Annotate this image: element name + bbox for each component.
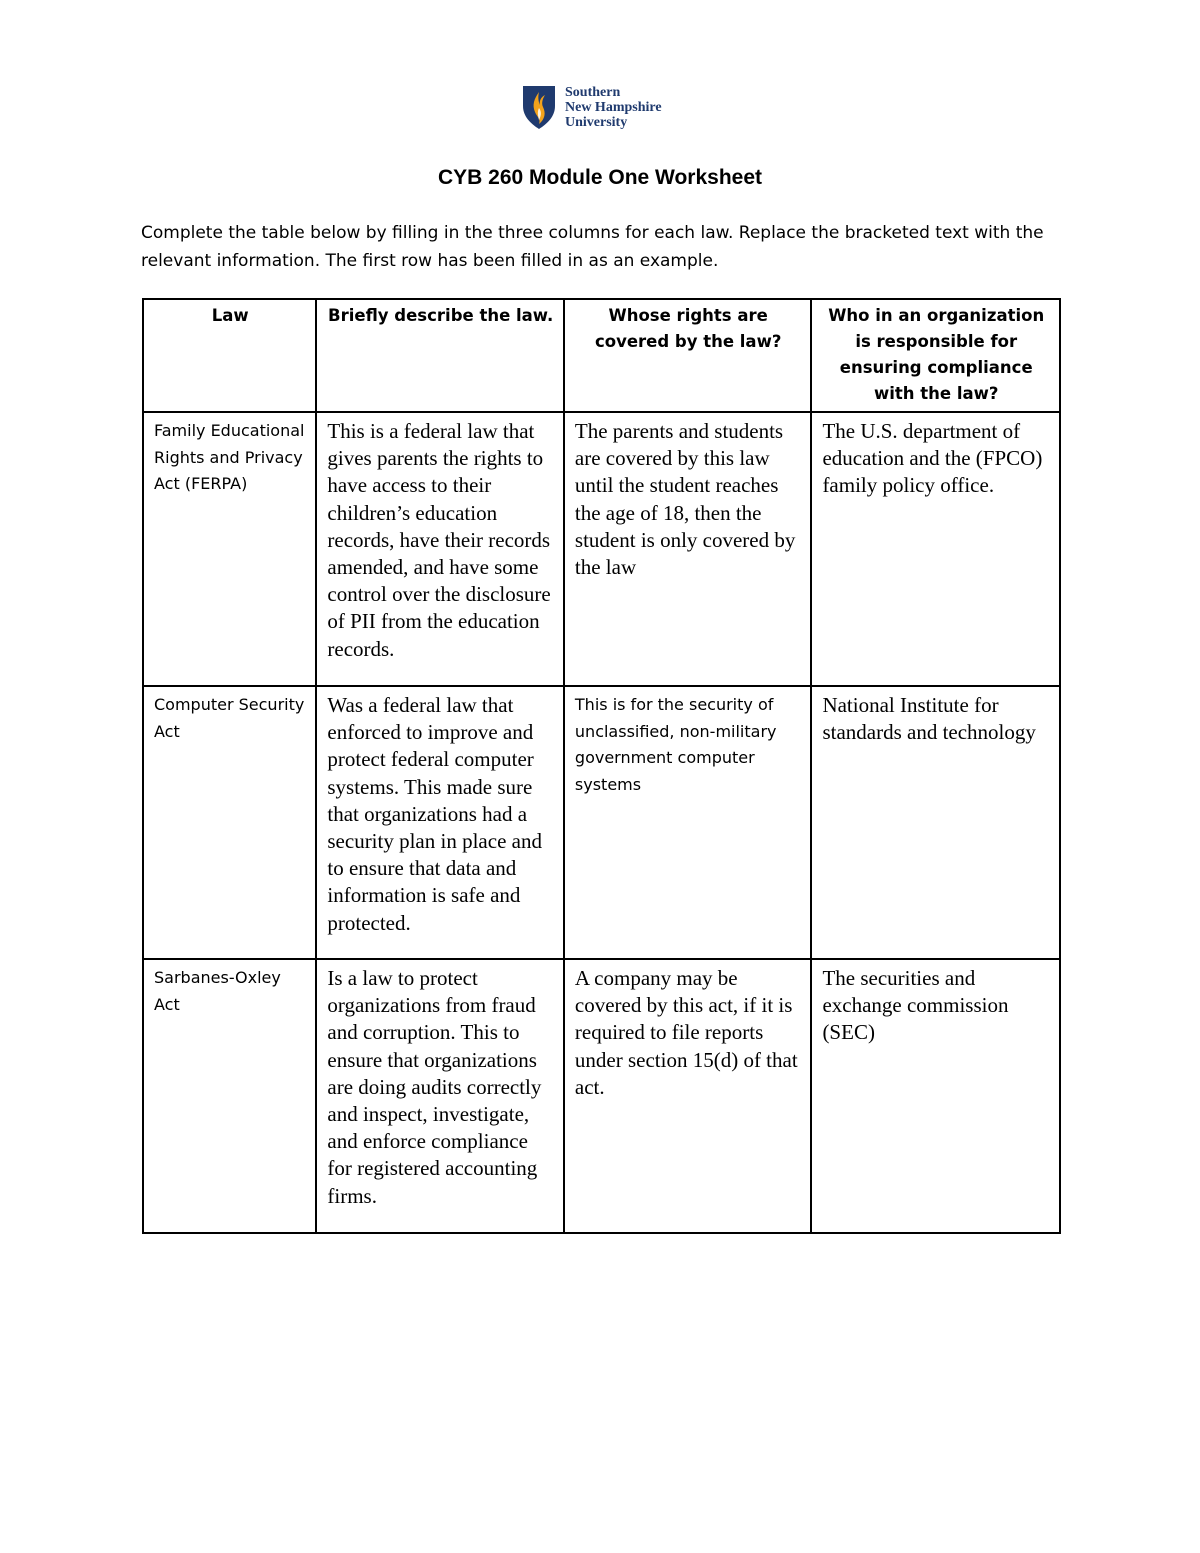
logo-wordmark (565, 85, 662, 130)
description-cell: Is a law to protect organizations from fraud and corruption. This to ensure that organizations are doing audits correctly and inspect, investigate, and enforce compliance for registered accounting firms. (316, 959, 564, 1233)
table-row (143, 412, 1060, 686)
responsible-cell: The U.S. department of education and the (FPCO) family policy office. (811, 412, 1060, 686)
law-name-cell: Computer Security Act (143, 686, 316, 959)
rights-cell: This is for the security of unclassified, non-military government computer systems (564, 686, 812, 959)
header-rights: Whose rights are covered by the law? (564, 299, 812, 412)
logo-line-2: New Hampshire (565, 99, 662, 115)
description-cell: This is a federal law that gives parents the rights to have access to their children’s education records, have their records amended, and have some control over the disclosure of PII from the education records. (316, 412, 564, 686)
instructions-paragraph: Complete the table below by filling in the three columns for each law. Replace the bracketed text with the relevant information. The first row has been filled in as an example. (141, 223, 1044, 271)
header-description: Briefly describe the law. (316, 299, 564, 412)
flame-shield-icon (521, 84, 557, 130)
table-row (143, 959, 1060, 1233)
rights-cell: The parents and students are covered by this law until the student reaches the age of 18, then the student is only covered by the law (564, 412, 812, 686)
header-law: Law (143, 299, 316, 412)
page-title: CYB 260 Module One Worksheet (437, 166, 763, 189)
header-responsible: Who in an organization is responsible for ensuring compliance with the law? (811, 299, 1060, 412)
logo-line-1: Southern (565, 84, 621, 100)
university-logo (521, 84, 662, 130)
law-name-cell: Sarbanes-Oxley Act (143, 959, 316, 1233)
laws-table (142, 298, 1061, 1234)
law-name-cell: Family Educational Rights and Privacy Act (FERPA) (143, 412, 316, 686)
description-cell: Was a federal law that enforced to improve and protect federal computer systems. This made sure that organizations had a security plan in place and to ensure that data and information is safe and protected. (316, 686, 564, 959)
table-header-row (143, 299, 1060, 412)
responsible-cell: The securities and exchange commission (SEC) (811, 959, 1060, 1233)
logo-line-3: University (565, 114, 628, 130)
responsible-cell: National Institute for standards and technology (811, 686, 1060, 959)
table-row (143, 686, 1060, 959)
rights-cell: A company may be covered by this act, if it is required to file reports under section 15(d) of that act. (564, 959, 812, 1233)
